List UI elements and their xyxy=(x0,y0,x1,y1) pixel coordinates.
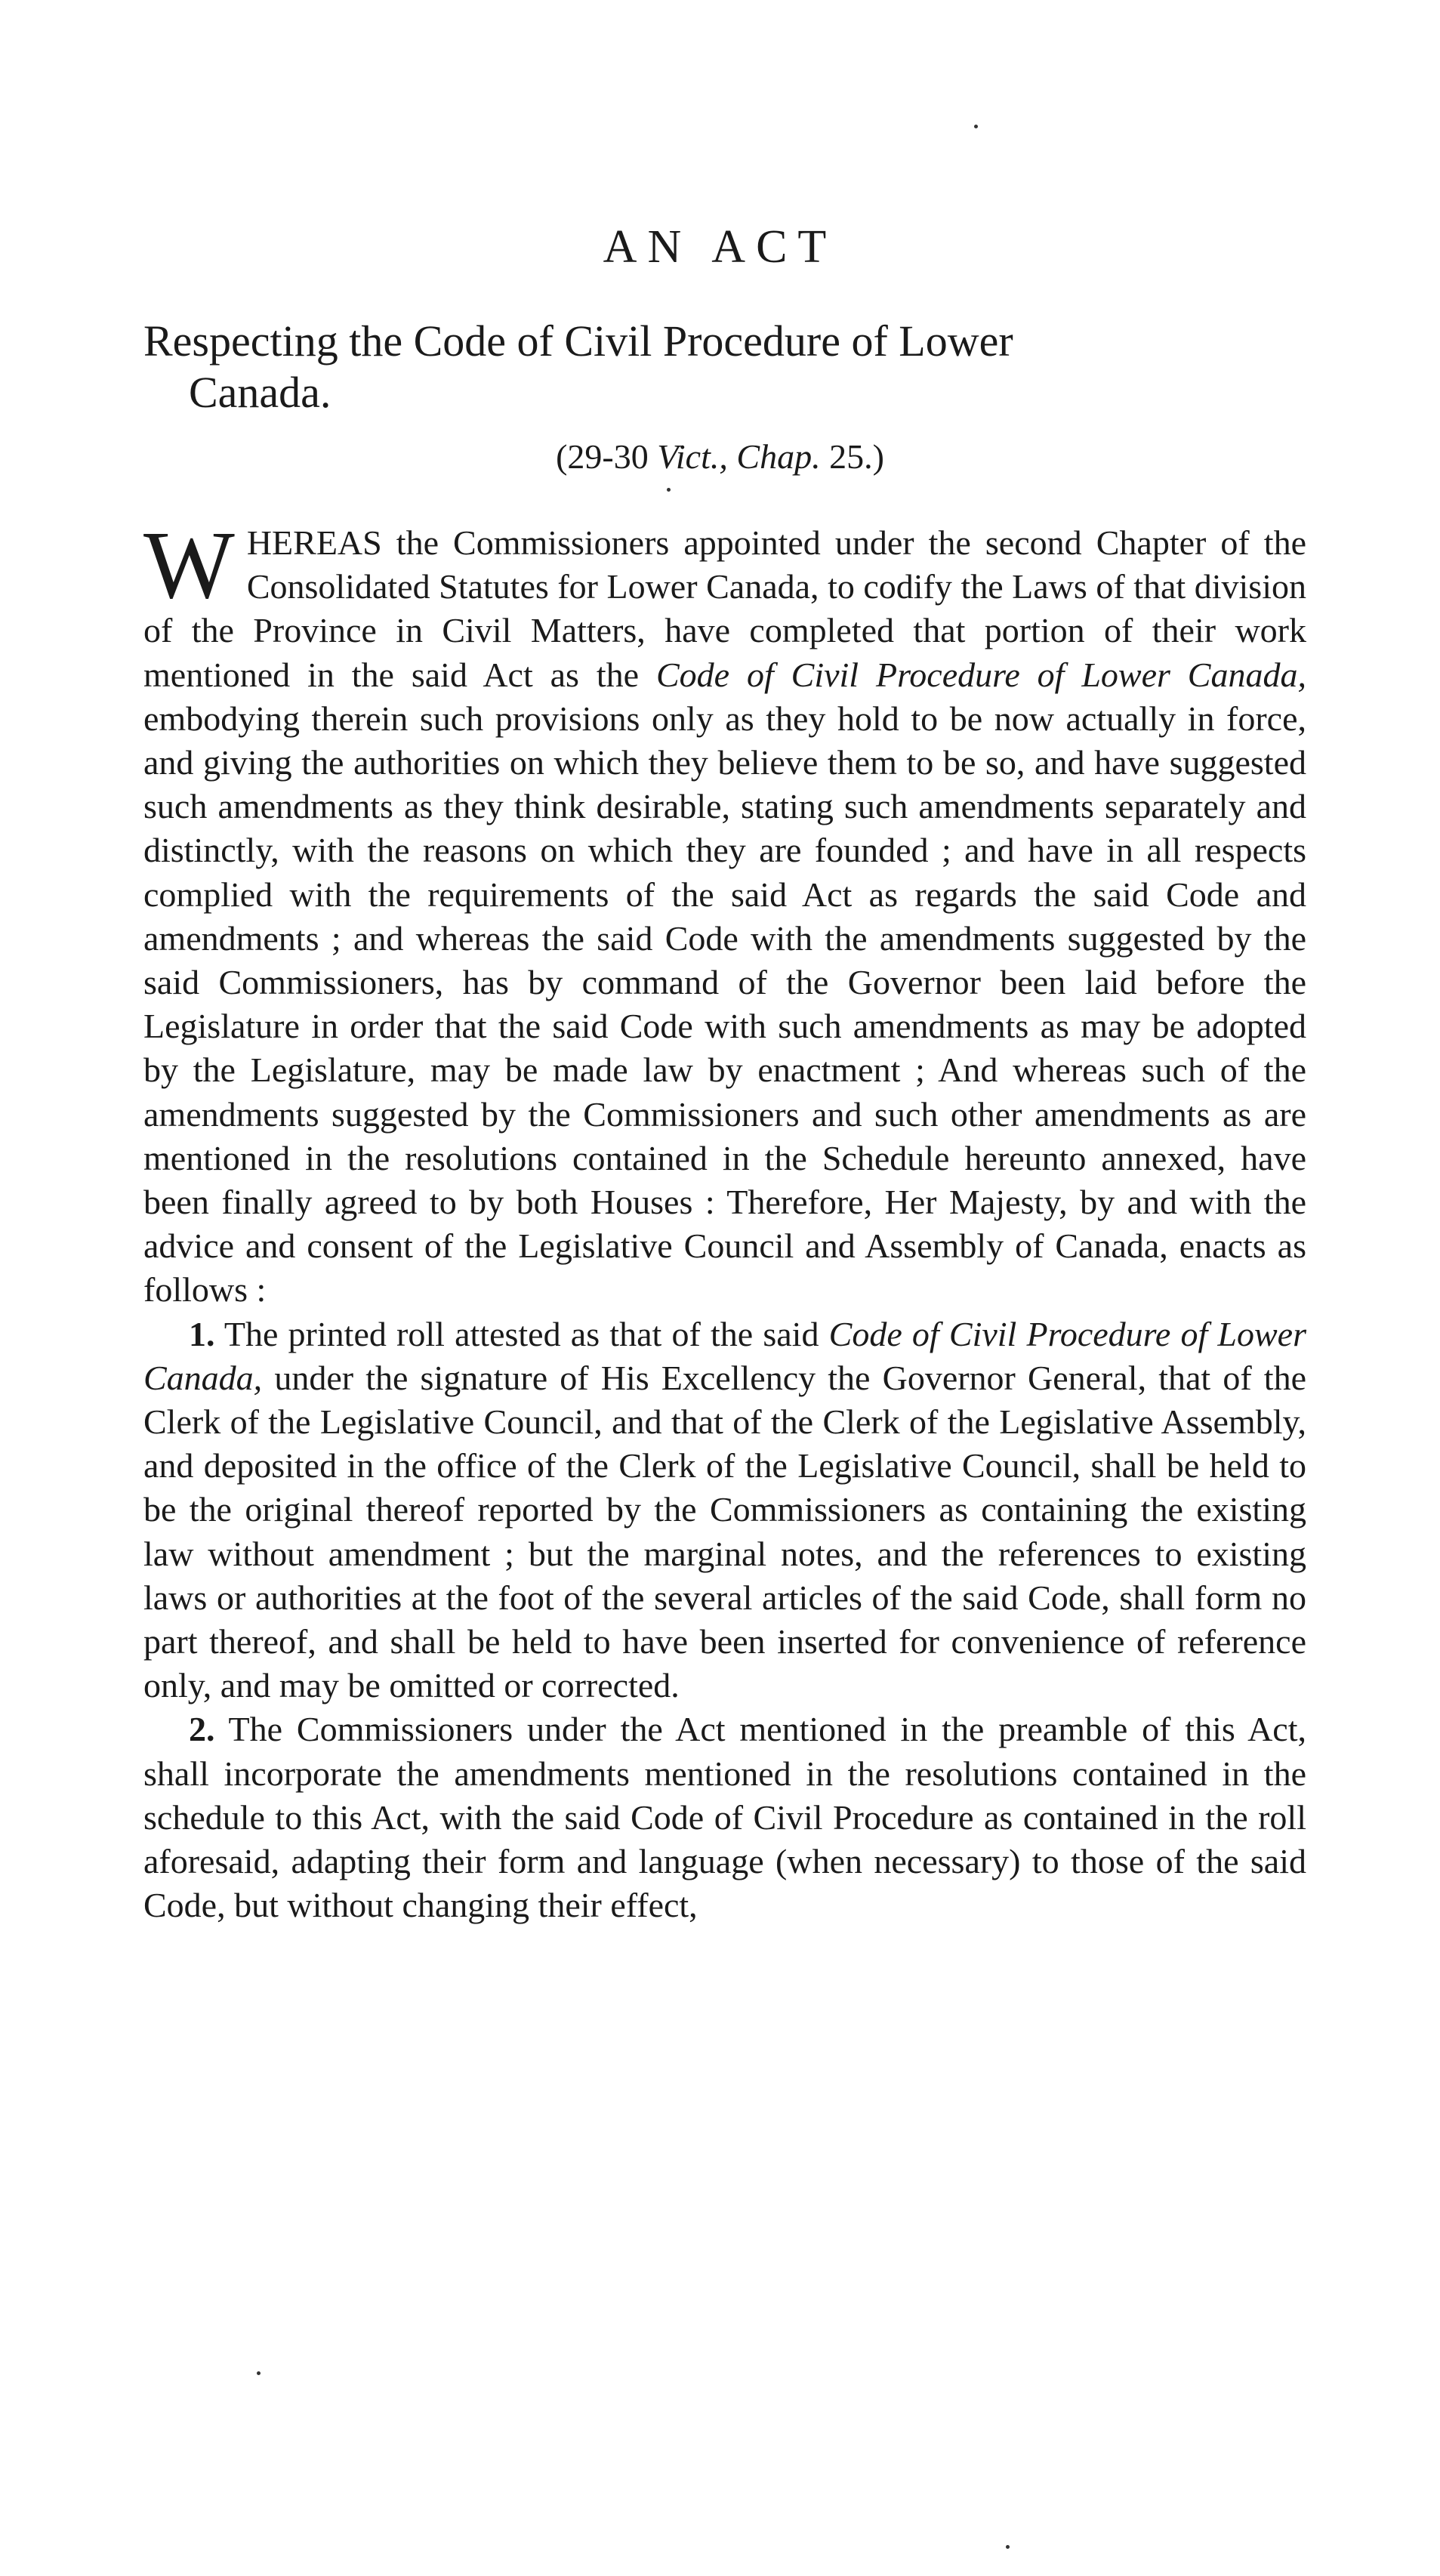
print-speck xyxy=(1006,2545,1010,2549)
preamble-paragraph xyxy=(143,511,1306,1313)
act-title-line-2: Canada. xyxy=(189,368,331,417)
section-1-text-2: under the signature of His Excellency the Governor General, that of the Clerk of the Legislative Council, and that of the Clerk of the Legislative Assembly, and deposited in the office of the Clerk of the Legislative Council, shall be held to be the original thereof reported by the Commissioners as containing the existing law without amendment ; but the marginal notes, and the references to existing laws or authorities at the foot of the several articles of the said Code, shall form no part thereof, and shall be held to have been inserted for convenience of reference only, and may be omitted or corrected. xyxy=(143,1358,1306,1705)
drop-cap: W xyxy=(143,511,235,619)
print-speck xyxy=(667,488,671,492)
act-body xyxy=(143,511,1306,1928)
preamble-code-name: Code of Civil Procedure of Lower Canada, xyxy=(655,655,1306,694)
citation-open: (29-30 xyxy=(556,437,658,476)
section-1-code-name: Code of Civil Procedure of Lower Canada, xyxy=(143,1314,1306,1397)
section-1-number: 1. xyxy=(189,1314,215,1353)
act-title xyxy=(143,316,1306,418)
preamble-text-1: HEREAS the Commissioners appointed under the second Chapter of the Consolidated Statutes for Lower Canada, to codify the Laws of that division of the Province in Civil Matters, have completed that portion of their work mentioned in the said Act as the xyxy=(143,523,1306,694)
citation-space xyxy=(728,437,737,476)
print-speck xyxy=(257,2371,261,2375)
act-heading: AN ACT xyxy=(603,221,837,273)
section-2-paragraph xyxy=(143,1708,1306,1927)
statute-citation xyxy=(0,437,1440,477)
citation-vict: Vict., xyxy=(657,437,728,476)
section-1-text-1: The printed roll attested as that of the said xyxy=(214,1314,829,1353)
citation-chap: Chap. xyxy=(736,437,821,476)
section-1-paragraph xyxy=(143,1313,1306,1708)
preamble-text-2: embodying therein such provisions only as they hold to be now actually in force, and giving the authorities on which they believe them to be so, and have suggested such amendments as they think desirable, stating such amendments separately and distinctly, with the reasons on which they are founded ; and have in all respects complied with the requirements of the said Act as regards the said Code and amendments ; and whereas the said Code with the amendments suggested by the said Commissioners, has by command of the Governor been laid before the Legislature in order that the said Code with such amendments as may be adopted by the Legislature, may be made law by enactment ; And whereas such of the amendments suggested by the Commissioners and such other amendments as are mentioned in the resolutions contained in the Schedule hereunto annexed, have been finally agreed to by both Houses : Therefore, Her Majesty, by and with the advice and consent of the Legislative Council and Assembly of Canada, enacts as follows : xyxy=(143,699,1306,1310)
print-speck xyxy=(974,125,978,128)
citation-close: 25.) xyxy=(820,437,884,476)
section-2-text-1: The Commissioners under the Act mentioned in the preamble of this Act, shall incorporate the amendments mentioned in the resolutions contained in the schedule to this Act, with the said Code of Civil Procedure as contained in the roll aforesaid, adapting their form and language (when necessary) to those of the said Code, but without changing their effect, xyxy=(143,1710,1306,1925)
section-2-number: 2. xyxy=(189,1710,215,1749)
act-title-line-1: Respecting the Code of Civil Procedure of Lower xyxy=(143,316,1013,366)
